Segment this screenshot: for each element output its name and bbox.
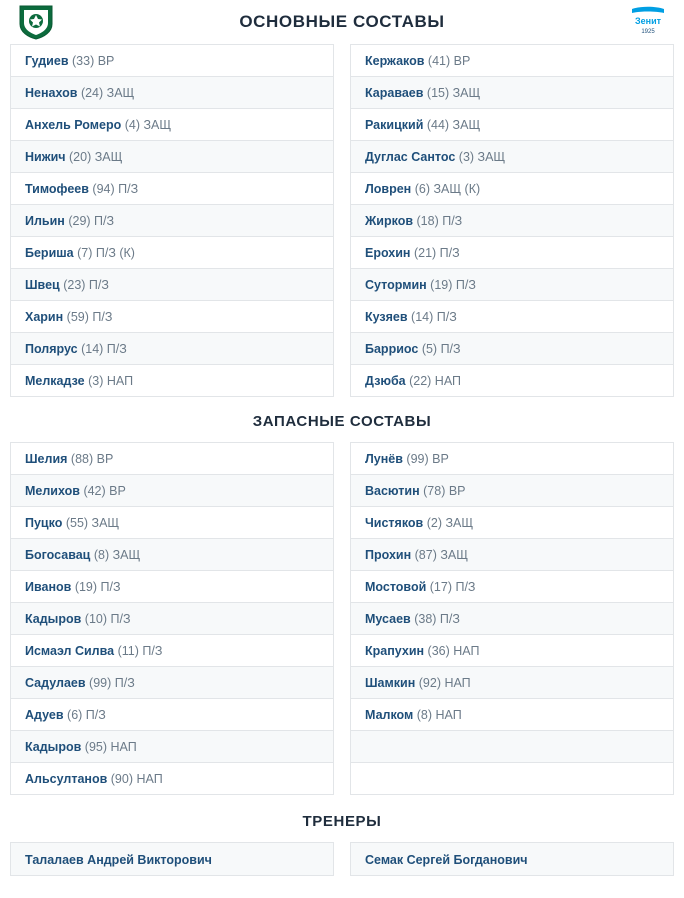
player-name: Шелия <box>25 452 68 466</box>
player-meta: (21) П/З <box>413 246 460 260</box>
player-name: Чистяков <box>365 516 424 530</box>
player-meta: (4) ЗАЩ <box>124 118 172 132</box>
player-name: Васютин <box>365 484 420 498</box>
player-row[interactable] <box>11 205 333 237</box>
svg-text:1925: 1925 <box>641 29 655 35</box>
player-meta: (29) П/З <box>68 214 115 228</box>
player-name: Иванов <box>25 580 72 594</box>
home-bench-column <box>10 442 334 795</box>
player-meta: (23) П/З <box>63 278 109 292</box>
player-row[interactable] <box>351 109 673 141</box>
player-name: Богосавац <box>25 548 91 562</box>
player-row[interactable] <box>351 237 673 269</box>
coaches-row <box>0 842 684 876</box>
empty-row <box>351 763 673 795</box>
player-row[interactable] <box>351 141 673 173</box>
home-team-crest <box>10 4 62 40</box>
player-name: Мелкадзе <box>25 374 85 388</box>
player-row[interactable] <box>11 301 333 333</box>
player-name: Лунёв <box>365 452 403 466</box>
player-row[interactable] <box>351 269 673 301</box>
player-meta: (92) НАП <box>418 676 471 690</box>
player-meta: (22) НАП <box>409 374 462 388</box>
player-name: Бериша <box>25 246 74 260</box>
player-meta: (36) НАП <box>427 644 480 658</box>
player-meta: (10) П/З <box>84 612 131 626</box>
player-row[interactable] <box>351 667 673 699</box>
player-meta: (99) ВР <box>406 452 449 466</box>
player-name: Швец <box>25 278 60 292</box>
player-row[interactable] <box>11 507 333 539</box>
player-row[interactable] <box>351 77 673 109</box>
player-name: Ерохин <box>365 246 411 260</box>
player-meta: (24) ЗАЩ <box>80 86 135 100</box>
akhmat-crest-icon <box>16 4 56 40</box>
player-meta: (14) П/З <box>81 342 127 356</box>
player-row[interactable] <box>351 205 673 237</box>
player-name: Сутормин <box>365 278 427 292</box>
player-name: Ракицкий <box>365 118 424 132</box>
player-meta: (15) ЗАЩ <box>426 86 481 100</box>
player-meta: (99) П/З <box>89 676 135 690</box>
player-meta: (42) ВР <box>83 484 126 498</box>
player-name: Адуев <box>25 708 64 722</box>
player-meta: (6) ЗАЩ (К) <box>414 182 481 196</box>
player-row[interactable] <box>351 603 673 635</box>
player-row[interactable] <box>11 571 333 603</box>
player-name: Мусаев <box>365 612 411 626</box>
player-meta: (41) ВР <box>427 54 471 68</box>
player-name: Малком <box>365 708 414 722</box>
player-row[interactable] <box>351 571 673 603</box>
player-meta: (20) ЗАЩ <box>69 150 123 164</box>
bench-section-title: ЗАПАСНЫЕ СОСТАВЫ <box>252 413 432 430</box>
player-meta: (95) НАП <box>84 740 137 754</box>
player-meta: (19) П/З <box>74 580 121 594</box>
player-meta: (78) ВР <box>423 484 466 498</box>
player-row[interactable] <box>351 635 673 667</box>
player-row[interactable] <box>351 507 673 539</box>
player-row[interactable] <box>351 365 673 397</box>
svg-text:Зенит: Зенит <box>634 16 662 26</box>
player-name: Дзюба <box>365 374 406 388</box>
player-row[interactable] <box>11 443 333 475</box>
player-meta: (38) П/З <box>414 612 460 626</box>
player-name: Альсултанов <box>25 772 108 786</box>
player-name: Тимофеев <box>25 182 89 196</box>
player-meta: (94) П/З <box>92 182 139 196</box>
player-row[interactable] <box>11 365 333 397</box>
player-name: Ненахов <box>25 86 78 100</box>
player-name: Гудиев <box>25 54 69 68</box>
player-meta: (17) П/З <box>429 580 476 594</box>
starting-lineups <box>0 44 684 397</box>
player-name: Анхель Ромеро <box>25 118 122 132</box>
player-row[interactable] <box>351 333 673 365</box>
player-meta: (90) НАП <box>110 772 163 786</box>
player-meta: (87) ЗАЩ <box>414 548 468 562</box>
player-name: Кузяев <box>365 310 408 324</box>
player-row[interactable] <box>351 301 673 333</box>
player-name: Нижич <box>25 150 66 164</box>
player-name: Прохин <box>365 548 412 562</box>
player-meta: (5) П/З <box>421 342 461 356</box>
page-title: ОСНОВНЫЕ СОСТАВЫ <box>239 12 445 31</box>
coaches-section-title: ТРЕНЕРЫ <box>302 813 382 830</box>
player-row[interactable] <box>11 141 333 173</box>
player-row[interactable] <box>11 269 333 301</box>
player-row[interactable] <box>11 45 333 77</box>
player-meta: (19) П/З <box>430 278 476 292</box>
player-meta: (8) ЗАЩ <box>93 548 141 562</box>
home-starting-column <box>10 44 334 397</box>
player-row[interactable] <box>11 731 333 763</box>
player-row[interactable] <box>351 539 673 571</box>
player-name: Мелихов <box>25 484 80 498</box>
player-name: Пуцко <box>25 516 63 530</box>
player-meta: (7) П/З (К) <box>77 246 135 260</box>
player-row[interactable] <box>351 173 673 205</box>
player-name: Харин <box>25 310 64 324</box>
player-meta: (44) ЗАЩ <box>426 118 481 132</box>
player-row[interactable] <box>11 173 333 205</box>
page-header <box>0 0 684 44</box>
player-row[interactable] <box>351 699 673 731</box>
away-coach: Семак Сергей Богданович <box>350 842 674 876</box>
empty-row <box>351 731 673 763</box>
player-row[interactable] <box>11 635 333 667</box>
player-row[interactable] <box>11 475 333 507</box>
player-row[interactable] <box>11 109 333 141</box>
player-name: Исмаэл Силва <box>25 644 115 658</box>
player-row[interactable] <box>11 237 333 269</box>
away-bench-column <box>350 442 674 795</box>
player-name: Мостовой <box>365 580 427 594</box>
player-meta: (3) НАП <box>88 374 134 388</box>
player-name: Барриос <box>365 342 419 356</box>
player-meta: (2) ЗАЩ <box>426 516 474 530</box>
home-coach: Талалаев Андрей Викторович <box>10 842 334 876</box>
player-meta: (11) П/З <box>117 644 163 658</box>
bench-lineups <box>0 442 684 795</box>
player-meta: (18) П/З <box>416 214 463 228</box>
zenit-crest-icon <box>626 5 670 39</box>
player-row[interactable] <box>11 603 333 635</box>
player-name: Крапухин <box>365 644 425 658</box>
player-row[interactable] <box>351 443 673 475</box>
player-name: Садулаев <box>25 676 86 690</box>
player-name: Шамкин <box>365 676 416 690</box>
player-meta: (88) ВР <box>70 452 114 466</box>
player-meta: (14) П/З <box>411 310 457 324</box>
player-row[interactable] <box>11 699 333 731</box>
player-row[interactable] <box>11 763 333 795</box>
player-meta: (8) НАП <box>416 708 462 722</box>
player-name: Жирков <box>365 214 414 228</box>
player-name: Дуглас Сантос <box>365 150 456 164</box>
player-row[interactable] <box>11 539 333 571</box>
player-row[interactable] <box>11 333 333 365</box>
away-team-crest <box>622 5 674 39</box>
player-name: Кадыров <box>25 612 82 626</box>
player-meta: (55) ЗАЩ <box>65 516 120 530</box>
player-name: Ильин <box>25 214 65 228</box>
player-meta: (59) П/З <box>66 310 113 324</box>
player-row[interactable] <box>11 667 333 699</box>
player-name: Кадыров <box>25 740 82 754</box>
player-meta: (3) ЗАЩ <box>458 150 506 164</box>
player-row[interactable] <box>351 475 673 507</box>
player-name: Ловрен <box>365 182 412 196</box>
player-row[interactable] <box>11 77 333 109</box>
player-row[interactable] <box>351 45 673 77</box>
player-meta: (33) ВР <box>72 54 115 68</box>
player-meta: (6) П/З <box>67 708 106 722</box>
player-name: Караваев <box>365 86 424 100</box>
away-starting-column <box>350 44 674 397</box>
player-name: Кержаков <box>365 54 425 68</box>
player-name: Полярус <box>25 342 78 356</box>
